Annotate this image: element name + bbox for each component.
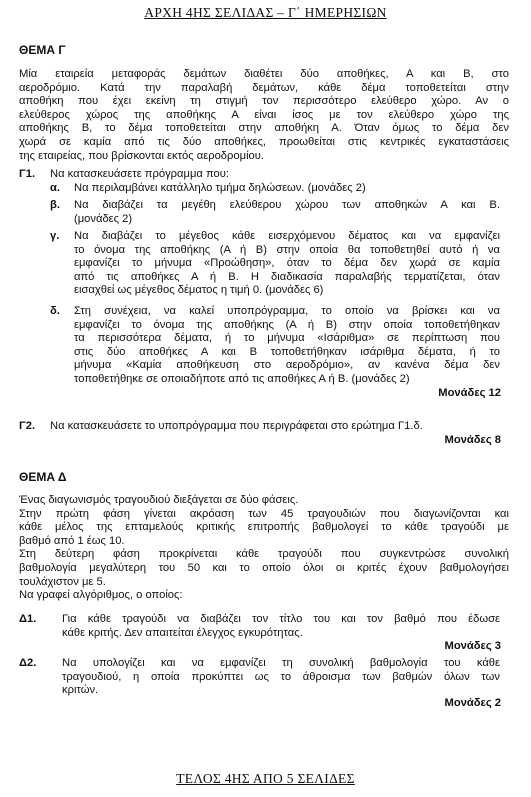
item-line: στις δύο αποθήκες Α και Β τοποθετήθηκαν ισάριθμα δέματα, ή το [74, 345, 500, 358]
item-line: εισαχθεί ως μέγεθος δέματος η τιμή 0. (μονάδες 6) [74, 284, 324, 297]
item-line: Να υπολογίζει και να εμφανίζει τη συνολική βαθμολογία του κάθε [62, 657, 500, 669]
question-d2-label: Δ2. [19, 657, 37, 669]
question-g2-text: Να κατασκευάσετε το υποπρόγραμμα που περιγράφεται στο ερώτημα Γ1.δ. [50, 420, 423, 432]
question-d1-label: Δ1. [19, 613, 37, 625]
intro-line: βαθμό από 1 έως 10. [19, 534, 125, 547]
question-g1-label: Γ1. [19, 168, 36, 180]
question-g2-label: Γ2. [19, 420, 36, 432]
intro-line: τουλάχιστον με 5. [19, 575, 106, 588]
item-b-text [74, 199, 500, 226]
item-line: κριτών. [62, 684, 99, 697]
item-line: κάθε κριτής. Δεν απαιτείται έλεγχος εγκυρότητας. [62, 626, 303, 639]
item-d-text [74, 305, 500, 387]
item-b-label: β. [50, 199, 60, 211]
intro-line: της εταιρείας, που βρίσκονται εκτός αεροδρομίου. [19, 149, 265, 162]
item-line: εμφανίζει το όνομα της αποθήκης (Α ή Β) στην οποία τοποθετήθηκαν [74, 318, 500, 331]
intro-line: Στη δεύτερη φάση προκρίνεται κάθε τραγούδι που συγκεντρώσε συνολική [19, 548, 509, 561]
question-g1-text: Να κατασκευάσετε πρόγραμμα που: [50, 168, 229, 180]
question-d1-text [62, 613, 500, 640]
intro-line: Μία εταιρεία μεταφοράς δεμάτων διαθέτει δύο αποθήκες, Α και Β, στο [19, 68, 509, 80]
item-c-label: γ. [50, 230, 60, 242]
d2-marks: Μονάδες 2 [444, 697, 501, 709]
intro-line: χωρά σε καμία από τις δύο αποθήκες, προωθείται στις κεντρικές εγκαταστάσεις [19, 135, 509, 148]
item-line: Να διαβάζει τα μεγέθη ελεύθερου χώρου των αποθηκών Α και Β. [74, 199, 500, 211]
intro-line: αεροδρόμιο. Κατά την παραλαβή δεμάτων, κάθε δέμα τοποθετείται στην [19, 81, 509, 94]
intro-line: Να γραφεί αλγόριθμος, ο οποίος: [19, 589, 183, 602]
item-d-label: δ. [50, 305, 60, 317]
page-header: ΑΡΧΗ 4ΗΣ ΣΕΛΙΔΑΣ – Γ΄ ΗΜΕΡΗΣΙΩΝ [144, 5, 387, 20]
g2-marks: Μονάδες 8 [444, 434, 501, 446]
intro-line: βαθμολογία μεγαλύτερη του 50 και το οποίο όλοι οι κριτές έχουν βαθμολογήσει [19, 561, 509, 574]
question-d2-text [62, 657, 500, 698]
theme-d-title: ΘΕΜΑ Δ [19, 470, 67, 484]
item-line: (μονάδες 2) [74, 212, 133, 225]
item-line: τοποθετήθηκε σε οποιαδήποτε από τις αποθήκες Α ή Β. (μονάδες 2) [74, 372, 410, 385]
item-line: από τις αποθήκες Α ή Β. Η διαδικασία παραλαβής τερματίζεται, όταν [74, 270, 500, 283]
intro-line: Στην πρώτη φάση γίνεται ακρόαση των 45 τραγουδιών που διαγωνίζονται και [19, 507, 509, 520]
item-c-text [74, 230, 500, 298]
g1-marks: Μονάδες 12 [438, 387, 501, 399]
theme-g-intro [19, 68, 509, 163]
theme-d-intro [19, 494, 509, 603]
item-line: τα περισσότερα δέματα, ή το μήνυμα «Ισάριθμα» σε περίπτωση που [74, 332, 500, 345]
page-footer: ΤΕΛΟΣ 4ΗΣ ΑΠΟ 5 ΣΕΛΙΔΕΣ [176, 771, 355, 786]
intro-line: κάθε μέλος της επταμελούς κριτικής επιτροπής βαθμολογεί το κάθε τραγούδι με [19, 521, 509, 534]
intro-line: αποθήκη που έχει εκείνη τη στιγμή τον περισσότερο ελεύθερο χώρο. Αν ο [19, 95, 509, 108]
intro-line: ελεύθερος χώρος της αποθήκης Α είναι ίσος με τον ελεύθερο χώρο της [19, 108, 509, 121]
item-line: Στη συνέχεια, να καλεί υποπρόγραμμα, το οποίο να βρίσκει και να [74, 305, 500, 317]
theme-g-title: ΘΕΜΑ Γ [19, 43, 66, 57]
item-line: τραγουδιού, η οποία προκύπτει ως το άθροισμα των βαθμών όλων των [62, 670, 500, 683]
item-line: Να διαβάζει το μέγεθος κάθε εισερχόμενου δέματος και να εμφανίζει [74, 230, 500, 242]
item-line: Για κάθε τραγούδι να διαβάζει τον τίτλο του και τον βαθμό που έδωσε [62, 613, 500, 625]
item-line: Να περιλαμβάνει κατάλληλο τμήμα δηλώσεων. (μονάδες 2) [74, 182, 366, 194]
item-line: μήνυμα «Καμία αποθήκευση στο αεροδρόμιο», αν κανένα δέμα δεν [74, 359, 500, 372]
item-line: το όνομα της αποθήκης (Α ή Β) στην οποία θα τοποθετηθεί αυτό ή να [74, 243, 500, 256]
intro-line: Ένας διαγωνισμός τραγουδιού διεξάγεται σε δύο φάσεις. [19, 494, 299, 506]
item-a-label: α. [50, 182, 60, 194]
d1-marks: Μονάδες 3 [444, 640, 501, 652]
item-a-text [74, 182, 500, 196]
intro-line: αποθήκης Β, το δέμα τοποθετείται στην αποθήκη Α. Όταν όμως το δέμα δεν [19, 122, 509, 135]
item-line: εμφανίζει το μήνυμα «Προώθηση», όταν το δέμα δεν χωρά σε καμία [74, 257, 500, 270]
